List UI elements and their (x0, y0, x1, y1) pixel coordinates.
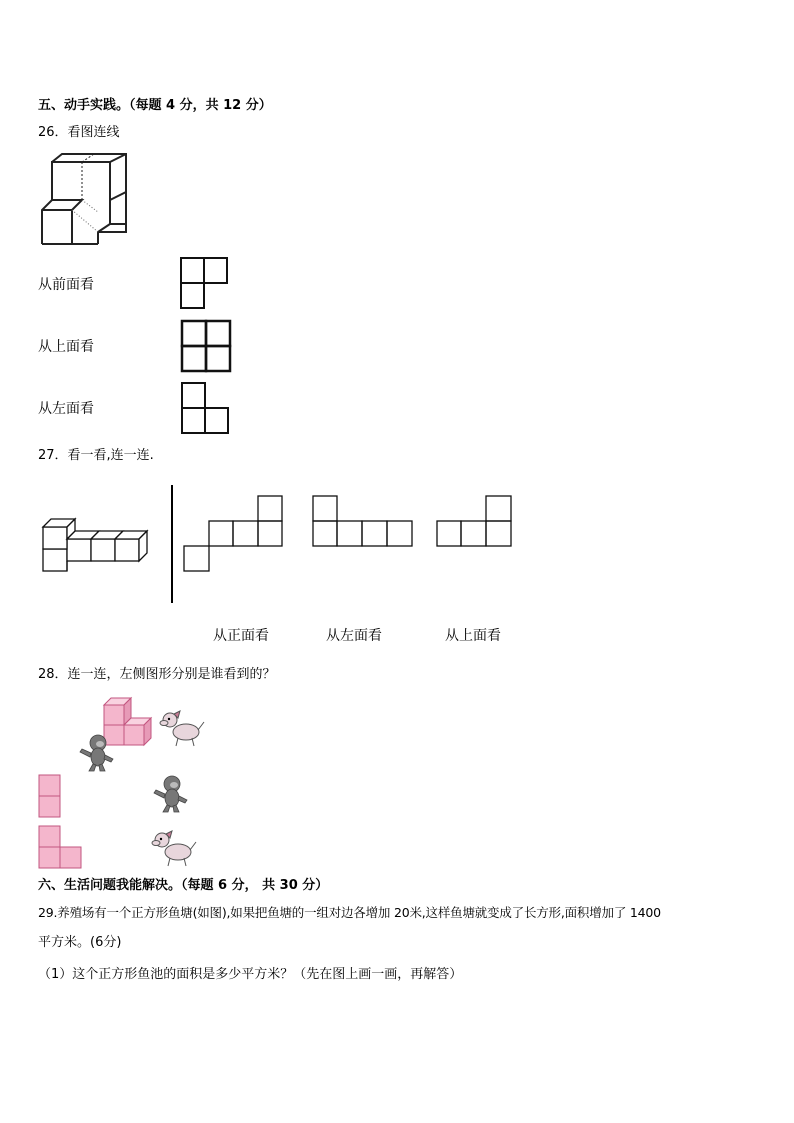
q28-view-column (38, 774, 62, 818)
question-29-sub-1: （1）这个正方形鱼池的面积是多少平方米？（先在图上画一画，再解答） (38, 967, 463, 982)
q26-view-front (180, 257, 228, 309)
section-heading: 六、生活问题我能解决。（每题 6 分， 共 30 分） (38, 878, 329, 893)
question-26-title: 26．看图连线 (38, 125, 120, 140)
view-label-top: 从上面看 (38, 339, 94, 355)
monkey-icon (78, 733, 116, 773)
view-label-left: 从左面看 (326, 628, 382, 644)
divider-line (171, 485, 173, 603)
q27-view-option-3 (436, 495, 516, 549)
question-28-title: 28．连一连，左侧图形分别是谁看到的？ (38, 667, 276, 682)
q26-solid-figure (38, 150, 130, 250)
dog-icon (158, 708, 208, 748)
view-label-front: 从前面看 (38, 277, 94, 293)
view-label-left: 从左面看 (38, 401, 94, 417)
q26-view-left (181, 382, 229, 434)
dog-icon (150, 828, 200, 868)
q26-view-top (181, 320, 231, 372)
q28-view-l-shape (38, 825, 84, 869)
monkey-icon (152, 774, 190, 814)
question-27-title: 27．看一看,连一连. (38, 448, 154, 463)
question-29-text: 29.养殖场有一个正方形鱼塘(如图),如果把鱼塘的一组对边各增加 20米,这样鱼塘就变成了长方形,面积增加了 1400 (38, 905, 661, 920)
q27-view-option-2 (312, 495, 416, 549)
section-heading: 五、动手实践。（每题 4 分，共 12 分） (38, 98, 272, 113)
q27-solid-figure (42, 518, 154, 572)
question-29-text-cont: 平方米。(6分) (38, 935, 122, 950)
view-label-top: 从上面看 (445, 628, 501, 644)
q27-view-option-1 (183, 495, 285, 573)
view-label-front: 从正面看 (213, 628, 269, 644)
